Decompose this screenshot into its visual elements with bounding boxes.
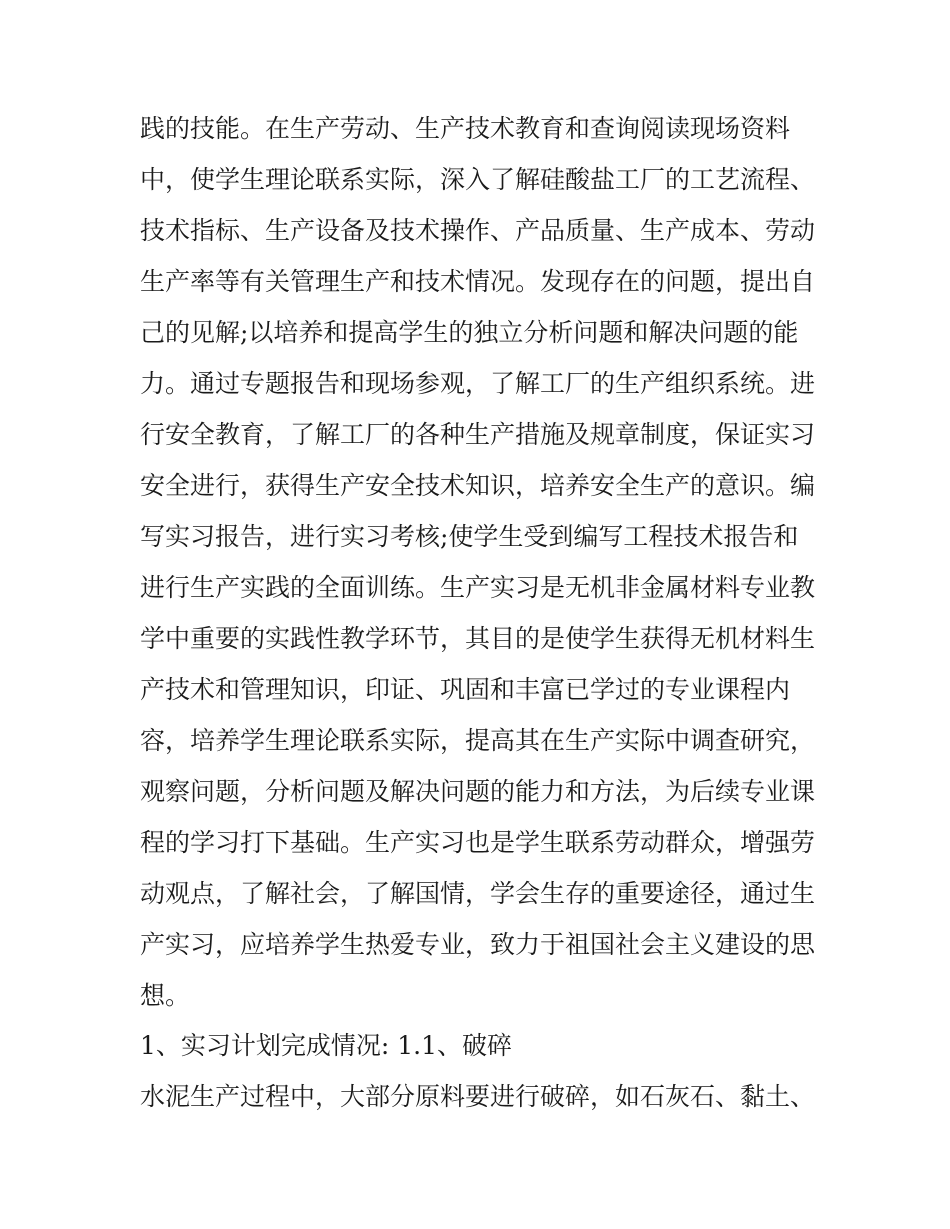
paragraph-line: 观察问题，分析问题及解决问题的能力和方法，为后续专业课: [140, 777, 816, 806]
paragraph-line: 行安全教育，了解工厂的各种生产措施及规章制度，保证实习: [140, 420, 816, 449]
paragraph-line: 力。通过专题报告和现场参观，了解工厂的生产组织系统。进: [140, 369, 816, 398]
paragraph-line: 己的见解;以培养和提高学生的独立分析问题和解决问题的能: [140, 318, 799, 347]
paragraph-line: 践的技能。在生产劳动、生产技术教育和查询阅读现场资料: [140, 114, 791, 143]
paragraph-line: 进行生产实践的全面训练。生产实习是无机非金属材料专业教: [140, 573, 816, 602]
paragraph-line: 容，培养学生理论联系实际，提高其在生产实际中调查研究，: [140, 726, 816, 755]
section-heading: 1、实习计划完成情况: 1.1、破碎: [140, 1031, 513, 1060]
paragraph-line: 动观点，了解社会，了解国情，学会生存的重要途径，通过生: [140, 879, 816, 908]
paragraph-line: 中，使学生理论联系实际，深入了解硅酸盐工厂的工艺流程、: [140, 165, 816, 194]
paragraph-line: 产技术和管理知识，印证、巩固和丰富已学过的专业课程内: [140, 675, 791, 704]
paragraph-line: 生产率等有关管理生产和技术情况。发现存在的问题，提出自: [140, 267, 816, 296]
paragraph-line: 程的学习打下基础。生产实习也是学生联系劳动群众，增强劳: [140, 828, 816, 857]
paragraph-line: 技术指标、生产设备及技术操作、产品质量、生产成本、劳动: [140, 216, 816, 245]
paragraph-line: 学中重要的实践性教学环节，其目的是使学生获得无机材料生: [140, 624, 816, 653]
paragraph-line: 安全进行，获得生产安全技术知识，培养安全生产的意识。编: [140, 471, 816, 500]
paragraph-line: 产实习，应培养学生热爱专业，致力于祖国社会主义建设的思: [140, 930, 816, 959]
paragraph-line: 写实习报告，进行实习考核;使学生受到编写工程技术报告和: [140, 522, 799, 551]
paragraph-line: 水泥生产过程中，大部分原料要进行破碎，如石灰石、黏土、: [140, 1082, 816, 1111]
paragraph-line: 想。: [140, 981, 191, 1010]
